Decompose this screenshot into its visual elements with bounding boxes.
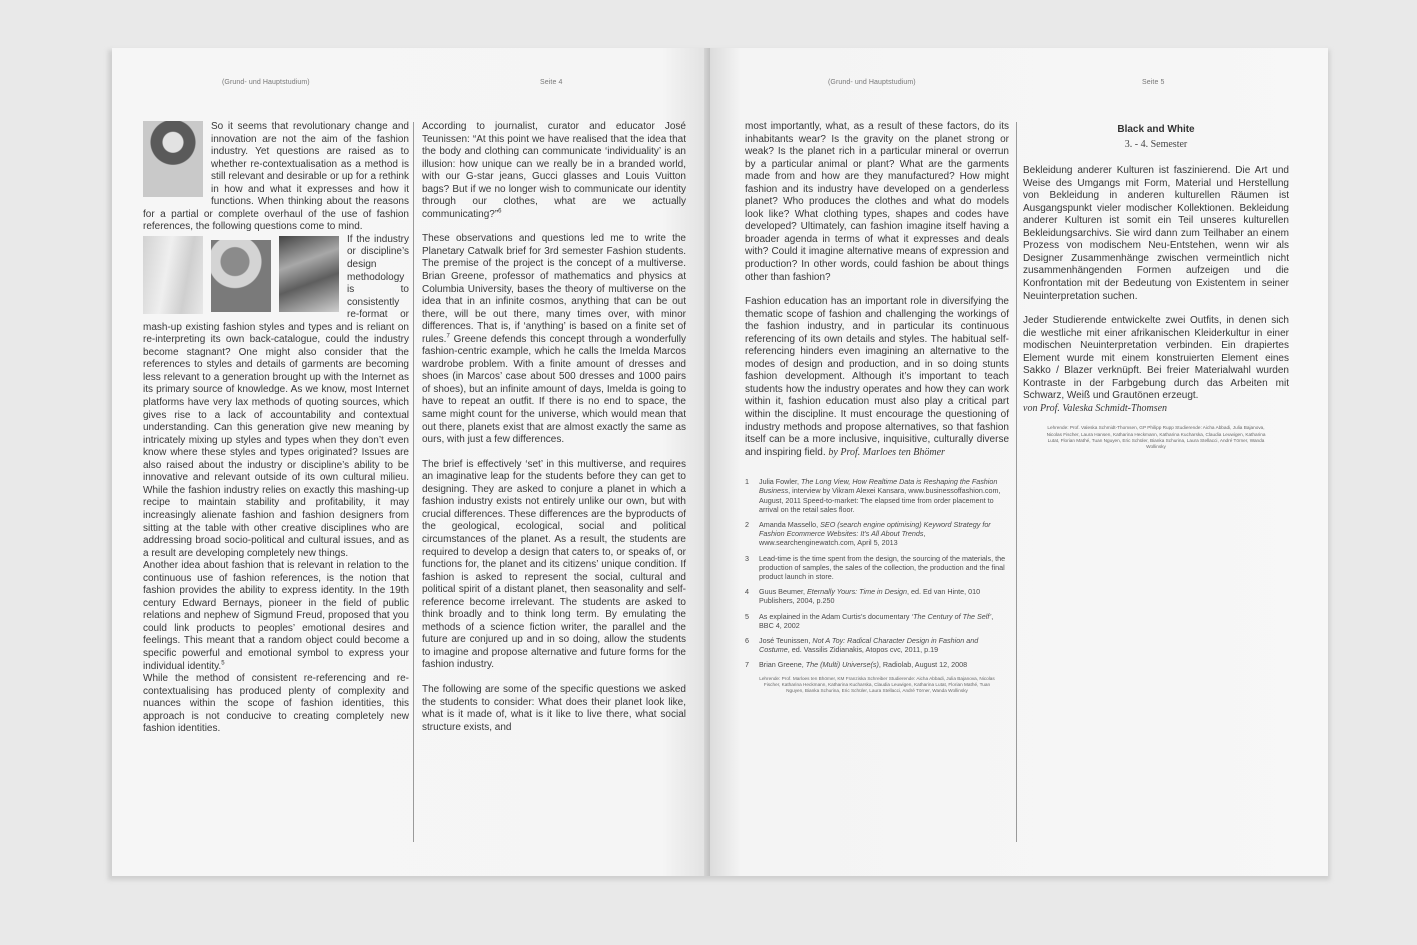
left-col2-paragraph-1: According to journalist, curator and educator José Teunissen: “At this point we have realised that the idea that the body and clothing can communicate ‘individuality’ is an illusion: how unique can we really be in a branded world, with our G-star jeans, Gucci glasses and Louis Vuitton bags? But if we no longer wish to communicate our identity through our clothes, what are we actually communicating?”$^6$ [422,121,686,220]
left-col2-paragraph-3: The brief is effectively ‘set’ in this multiverse, and requires an imaginative leap for the students before they can get to designing. They are asked to conjure a planet in which a fashion industry exists not entirely unlike our own, but with crucial differences. These differences are the byproducts of the geological, ecological, social and political circumstances of the planet. As a result, the students are required to develop a design that caters to, or speaks of, or functions for, the planet and its citizens’ unique condition. If fashion is asked to represent the social, cultural and political spirit of a distant planet, then seasonality and self-reference become irrelevant. The students are asked to think broadly and to think long term. By emulating the methods of a science fiction writer, the parallel and the future are conjured up and in so doing, allow the students to imagine and propose alternative and future forms for the fashion industry. [422,458,686,671]
left-col1-paragraph-4: While the method of consistent re-referencing and re-contextualising has produced plenty of complexity and nuances within the scope of fashion identities, this approach is not conducive to creating completely new fashion identities. [143,673,409,735]
right-col2-paragraph-1: Bekleidung anderer Kulturen ist faszinierend. Die Art und Weise des Umgangs mit Form, Material und Herstellung von Bekleidung in anderen kulturellen Räumen ist Ausgangspunkt vieler modischer Kollektionen. Bekleidung anderer Kulturen ist somit ein Teil unseres kulturellen Bekleidungsarchivs. Sie wird dann zum Teilhaber an einem Prozess von modischem Neu-Entstehen, wenn wir als Designer Zusammenhänge zwischen vermeintlich nicht zusammenhängenden Formen aufzeigen und die Konfrontation mit der Bedeutung von Existentem in seiner Neuinterpretation suchen. [1023,165,1289,302]
left-col2-paragraph-4: The following are some of the specific questions we asked the students to consider: What does their planet look like, what is it made of, what is it like to live there, what social structure exists, and [422,683,686,733]
left-page [112,48,710,876]
right-header-section: (Grund- und Hauptstudium) [828,79,916,86]
byline-schmidt-thomsen: von Prof. Valeska Schmidt-Thomsen [1023,402,1168,414]
right-column-divider [1016,122,1017,842]
left-col1-paragraph-2: If the industry or discipline’s design methodology is to consistently re-format or mash-up existing fashion styles and types and is reliant on re-interpreting its own back-catalogue, could the industry become stagnant? One might also consider that the references to styles and details of garments are becoming less relevant to a generation brought up with the Internet as its primary source of knowledge. As we know, most Internet platforms have very lax methods of quoting sources, which gives rise to a lack of accountability and contextual understanding. Can this generation give new meaning by intricately mixing up styles and types when they don’t even know where these styles and types originated? Issues are also raised about the industry or discipline’s ability to be innovative and relevant outside of its own cultural milieu. While the fashion industry relies on exactly this mashing-up recipe to maintain stability and profitability, it may increasingly alienate fashion and fashion designers from sitting at the table with other creative disciplines who are addressing broad socio-political and cultural issues, and as a result are developing completely new things. [143,233,409,559]
left-column-2 [422,121,686,734]
footnote-item: 7 Brian Greene, The (Multi) Universe(s), Radiolab, August 12, 2008 [745,660,968,670]
left-col1-paragraph-3: Another idea about fashion that is relevant in relation to the continuous use of fashion references, is the notion that fashion provides the ability to express identity. In the 19th century Edward Bernays, pioneer in the field of public relations and nephew of Sigmund Freud, proposed that you could link products to peoples’ emotional desires and feelings. This meant that a random object could become a specific powerful and emotional symbol to express your individual identity.$^5$ [143,560,409,672]
left-col2-paragraph-2: These observations and questions led me to write the Planetary Catwalk brief for 3rd semester Fashion students. The premise of the project is the concept of a multiverse. Brian Greene, professor of mathematics and physics at Columbia University, bases the theory of multiverse on the idea that in an infinite cosmos, anything that can be out there, will be out there, many times over, with minor differences. That is, if ‘anything’ is based on a finite set of rules.$^7$ Greene defends this concept through a wonderfully fashion-centric example, which he calls the Imelda Marcos wardrobe problem. With a finite amount of dresses and shoes (in Marcos’ case about 500 dresses and 1000 pairs of shoes), but an infinite amount of days, Imelda is going to have to repeat an outfit. If there is no end to space, the same might count for the universe, which would mean that out there, planets exist that are almost exactly the same as ours, with just a few differences. [422,233,686,446]
left-col1-paragraph-1: So it seems that revolutionary change and innovation are not the aim of the fashion industry. Yet questions are raised as to whether re-contextualisation as a method is still relevant and desirable or up for a rethink in how and what it expresses and how it functions. When thinking about the reasons for a partial or complete overhaul of the use of fashion references, the following questions come to mind. [143,121,409,233]
right-page-number: Seite 5 [1142,79,1165,86]
fashion-photo-shoes [279,236,339,312]
footnotes [745,477,1009,669]
fashion-photo-draped-fabric [143,236,203,314]
section-subtitle: 3. - 4. Semester [1124,138,1188,150]
footnote-item: 6 José Teunissen, Not A Toy: Radical Character Design in Fashion and Costume, ed. Vassilis Zidianakis, Atopos cvc, 2011, p.19 [745,636,979,655]
footnote-item: 4 Guus Beumer, Eternally Yours: Time in Design, ed. Ed van Hinte, 010 Publishers, 2004, p.250 [745,587,981,606]
left-column-divider [413,122,414,842]
fashion-photo-woman-hat [211,240,271,312]
right-col1-paragraph-2: Fashion education has an important role in diversifying the thematic scope of fashion and challenging the workings of the fashion industry, and in particular its continuous referencing of its own details and styles. The habitual self-referencing hinders even imagining an alternative to the modes of design and production, and in so doing stunts fashion development. Although it’s important to teach students how the industry operates and how they can work within it, fashion education must also play a critical part within the discipline. It must encourage the questioning of industry methods and propose alternatives, so that fashion itself can be a more inclusive, inquisitive, culturally diverse and inspiring field. by Prof. Marloes ten Bhömer [745,296,1009,458]
credits-ten-bhomer: Lehrende: Prof. Marloes ten Bhömer, KM Franziska Schreiber Studierende: Aicha Abbadi, Julia Bajanova, Nicolas Fischer, Katharina Heckmann, Katharina Kucharska, Claudia Leuwigen, Katharina Lutat, Florian Mathé, Tuan Nguyen, Bianka Schurina, Eric Schüler, Laura Stellacci, André Törner, Wanda Wollinsky [759,675,995,694]
footnote-item: 5 As explained in the Adam Curtis’s documentary ‘The Century of The Self’, BBC 4, 2002 [745,611,994,630]
footnote-item: 3 Lead-time is the time spent from the design, the sourcing of the materials, the production of samples, the sales of the collection, the production and the final product launch in store. [745,553,1006,582]
right-col1-paragraph-1: most importantly, what, as a result of these factors, do its inhabitants wear? Is the gravity on the planet strong or weak? Is the planet rich in a particular mineral or overrun by a particular animal or plant? What are the garments made from and how are they manufactured? How might fashion and its industry have developed on a genderless planet? Who produces the clothes and what do models look like? What clothing types, shapes and codes have developed? Ultimately, can fashion imagine itself having a broader agenda in terms of what it expresses and deals with? Could it imagine alternative means of expression and production? In other words, could fashion be about things other than fashion? [745,121,1009,283]
section-title: Black and White [1117,124,1195,135]
byline-ten-bhomer: by Prof. Marloes ten Bhömer [828,446,945,458]
right-column-1 [745,121,1009,694]
right-page [710,48,1328,876]
fashion-photo-portrait [143,121,203,197]
credits-schmidt-thomsen: Lehrende: Prof. Valeska Schmidt-Thomsen, GP Philipp Rupp Studierende: Aicha Abbadi, Julia Bajanova, Nicolas Fischer, Laura Hansen, Katharina Heckmann, Katharina Kucharska, Claudia Leuwigen, Katharina Lutat, Florian Mathé, Tuan Nguyen, Eric Schüler, Bianka Schurina, Laura Stellacci, André Törner, Wanda Wollinsky [1046,425,1266,450]
footnote-item: 1 Julia Fowler, The Long View, How Realtime Data is Reshaping the Fashion Business, interview by Vikram Alexei Kansara, www.businessoffashion.com, August, 2011 Speed-to-market: The elapsed time from order placement to arrival on the retail sales floor. [745,477,1001,514]
footnote-item: 2 Amanda Massello, SEO (search engine optimising) Keyword Strategy for Fashion Ecommerce Websites: It’s All About Trends, www.searchenginewatch.com, April 5, 2013 [745,520,991,548]
left-page-number: Seite 4 [540,79,563,86]
right-column-2 [1023,124,1289,450]
left-header-section: (Grund- und Hauptstudium) [222,79,310,86]
right-col2-paragraph-2: Jeder Studierende entwickelte zwei Outfits, in denen sich die westliche mit einer afrikanischen Kleiderkultur in einer modischen Neuinterpretation verbinden. Ein drapiertes Element wurde mit einem konstruierten Element eines Sakko / Blazer verknüpft. Bei freier Materialwahl wurden Kontraste in der Farbgebung durch das Arbeiten mit Schwarz, Weiß und Grautönen erzeugt. [1023,315,1289,402]
left-column-1 [143,121,409,736]
